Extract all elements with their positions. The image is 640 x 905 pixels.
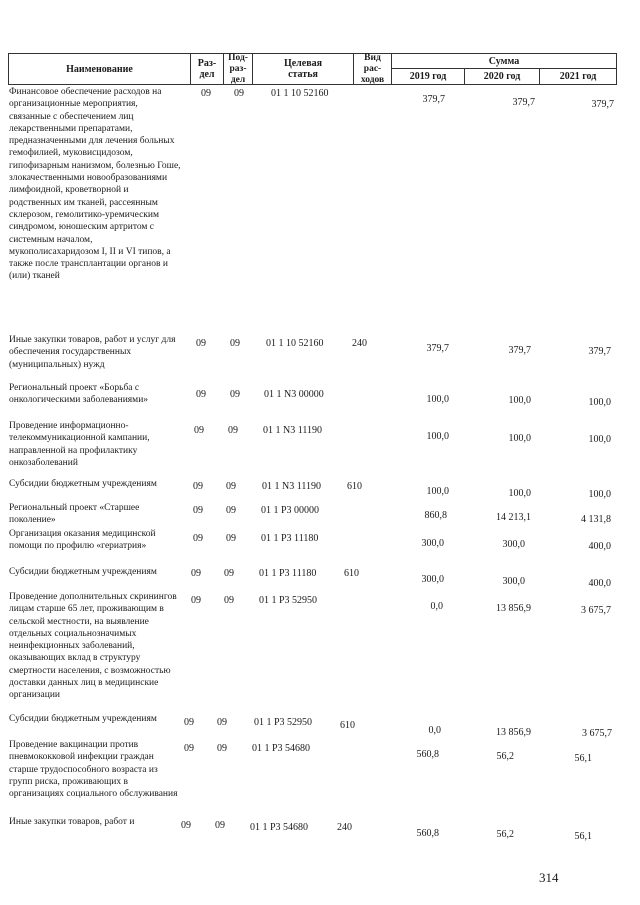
page-number: 314 bbox=[539, 870, 559, 885]
row-vid: 240 bbox=[337, 822, 352, 833]
row-name: Организация оказания медицинской помощи по профилю «гериатрия» bbox=[9, 529, 156, 552]
row-name: Субсидии бюджетным учреждениям bbox=[9, 479, 157, 489]
row-target: 01 1 N3 00000 bbox=[264, 389, 324, 400]
row-target: 01 1 P3 11180 bbox=[259, 568, 317, 579]
row-podrazdel: 09 bbox=[226, 505, 236, 516]
row-2019: 300,0 bbox=[421, 538, 444, 549]
row-razdel: 09 bbox=[181, 820, 191, 831]
row-razdel: 09 bbox=[194, 425, 204, 436]
header-summa: Сумма bbox=[391, 53, 617, 69]
row-razdel: 09 bbox=[184, 717, 194, 728]
row-2021: 3 675,7 bbox=[581, 605, 611, 616]
row-2021: 4 131,8 bbox=[581, 514, 611, 525]
row-target: 01 1 N3 11190 bbox=[262, 481, 321, 492]
row-2021: 379,7 bbox=[591, 99, 614, 110]
row-razdel: 09 bbox=[193, 481, 203, 492]
row-name: Иные закупки товаров, работ и bbox=[9, 817, 135, 827]
row-2020: 100,0 bbox=[508, 395, 531, 406]
row-2019: 860,8 bbox=[424, 510, 447, 521]
row-2019: 0,0 bbox=[428, 725, 441, 736]
row-target: 01 1 P3 54680 bbox=[250, 822, 309, 833]
row-target: 01 1 P3 54680 bbox=[252, 743, 311, 754]
row-podrazdel: 09 bbox=[230, 389, 240, 400]
row-2021: 400,0 bbox=[588, 578, 611, 589]
row-name: Проведение информационно-телекоммуникационной кампании, направленной на профилактику онкозаболеваний bbox=[9, 421, 150, 468]
row-2020: 13 856,9 bbox=[496, 603, 531, 614]
row-podrazdel: 09 bbox=[228, 425, 238, 436]
row-2021: 100,0 bbox=[588, 489, 611, 500]
row-2019: 300,0 bbox=[421, 574, 444, 585]
row-razdel: 09 bbox=[196, 338, 206, 349]
row-2020: 300,0 bbox=[502, 539, 525, 550]
row-vid: 610 bbox=[344, 568, 359, 579]
row-razdel: 09 bbox=[193, 533, 203, 544]
row-razdel: 09 bbox=[193, 505, 203, 516]
row-2020: 300,0 bbox=[502, 576, 525, 587]
row-podrazdel: 09 bbox=[217, 743, 227, 754]
row-razdel: 09 bbox=[191, 595, 201, 606]
row-2020: 379,7 bbox=[508, 345, 531, 356]
row-razdel: 09 bbox=[184, 743, 194, 754]
row-podrazdel: 09 bbox=[215, 820, 225, 831]
row-target: 01 1 10 52160 bbox=[266, 338, 324, 349]
header-target: Целевая статья bbox=[252, 53, 354, 85]
row-vid: 610 bbox=[347, 481, 362, 492]
row-2021: 100,0 bbox=[588, 434, 611, 445]
row-podrazdel: 09 bbox=[226, 481, 236, 492]
row-2021: 100,0 bbox=[588, 397, 611, 408]
row-2021: 400,0 bbox=[588, 541, 611, 552]
row-podrazdel: 09 bbox=[224, 595, 234, 606]
header-2020: 2020 год bbox=[464, 68, 540, 85]
row-razdel: 09 bbox=[201, 88, 211, 99]
row-2020: 100,0 bbox=[508, 433, 531, 444]
row-2019: 379,7 bbox=[422, 94, 445, 105]
row-podrazdel: 09 bbox=[226, 533, 236, 544]
row-podrazdel: 09 bbox=[230, 338, 240, 349]
row-name: Региональный проект «Старшее поколение» bbox=[9, 503, 140, 526]
header-2019: 2019 год bbox=[391, 68, 465, 85]
row-podrazdel: 09 bbox=[234, 88, 244, 99]
row-2021: 379,7 bbox=[588, 346, 611, 357]
row-target: 01 1 10 52160 bbox=[271, 88, 329, 99]
row-name: Проведение вакцинации против пневмококковой инфекции граждан старше трудоспособного возраста из групп риска, проживающих в организациях социального обслуживания bbox=[9, 740, 178, 800]
row-name: Иные закупки товаров, работ и услуг для обеспечения государственных (муниципальных) нужд bbox=[9, 335, 176, 370]
row-target: 01 1 P3 11180 bbox=[261, 533, 319, 544]
row-2019: 560,8 bbox=[416, 828, 439, 839]
row-2021: 56,1 bbox=[574, 831, 592, 842]
row-razdel: 09 bbox=[191, 568, 201, 579]
row-2019: 379,7 bbox=[426, 343, 449, 354]
header-vid: Вид рас- ходов bbox=[353, 53, 392, 85]
row-vid: 610 bbox=[340, 720, 355, 731]
row-2020: 14 213,1 bbox=[496, 512, 531, 523]
row-2019: 0,0 bbox=[430, 601, 443, 612]
row-podrazdel: 09 bbox=[224, 568, 234, 579]
row-vid: 240 bbox=[352, 338, 367, 349]
row-2021: 56,1 bbox=[574, 753, 592, 764]
row-2020: 56,2 bbox=[496, 829, 514, 840]
header-podrazdel: Под- раз- дел bbox=[223, 53, 253, 85]
row-target: 01 1 P3 52950 bbox=[259, 595, 318, 606]
header-name: Наименование bbox=[8, 53, 191, 85]
row-2020: 379,7 bbox=[512, 97, 535, 108]
row-name: Субсидии бюджетным учреждениям bbox=[9, 567, 157, 577]
row-2020: 13 856,9 bbox=[496, 727, 531, 738]
row-2020: 56,2 bbox=[496, 751, 514, 762]
row-target: 01 1 P3 00000 bbox=[261, 505, 320, 516]
row-2019: 100,0 bbox=[426, 486, 449, 497]
row-name: Региональный проект «Борьба с онкологическими заболеваниями» bbox=[9, 383, 149, 406]
row-2020: 100,0 bbox=[508, 488, 531, 499]
header-2021: 2021 год bbox=[539, 68, 617, 85]
row-name: Проведение дополнительных скринингов лицам старше 65 лет, проживающим в сельской местности, на выявление отдельных социальнозначимых неинфекционных заболеваний, оказывающих вклад в структуру смертности населения, с возможностью доставки данных лиц в медицинские организации bbox=[9, 592, 177, 701]
row-target: 01 1 N3 11190 bbox=[263, 425, 322, 436]
header-razdel: Раз- дел bbox=[190, 53, 224, 85]
row-2019: 100,0 bbox=[426, 431, 449, 442]
row-2019: 100,0 bbox=[426, 394, 449, 405]
row-2019: 560,8 bbox=[416, 749, 439, 760]
row-podrazdel: 09 bbox=[217, 717, 227, 728]
row-2021: 3 675,7 bbox=[582, 728, 612, 739]
row-name: Финансовое обеспечение расходов на организационные мероприятия, связанные с обеспечением лиц лекарственными препаратами, предназначенными для лечения больных гемофилией, муковисцидозом, гипофизарным нанизмом, болезнью Гоше, злокачественными новообразованиями лимфоидной, кроветворной и родственных им тканей, рассеянным склерозом, гемолитико-уремическим синдромом, юношеским артритом с системным началом, мукополисахаридозом I, II и VI типов, а также после трансплантации органов и (или) тканей bbox=[9, 87, 181, 282]
row-target: 01 1 P3 52950 bbox=[254, 717, 313, 728]
row-razdel: 09 bbox=[196, 389, 206, 400]
row-name: Субсидии бюджетным учреждениям bbox=[9, 714, 157, 724]
